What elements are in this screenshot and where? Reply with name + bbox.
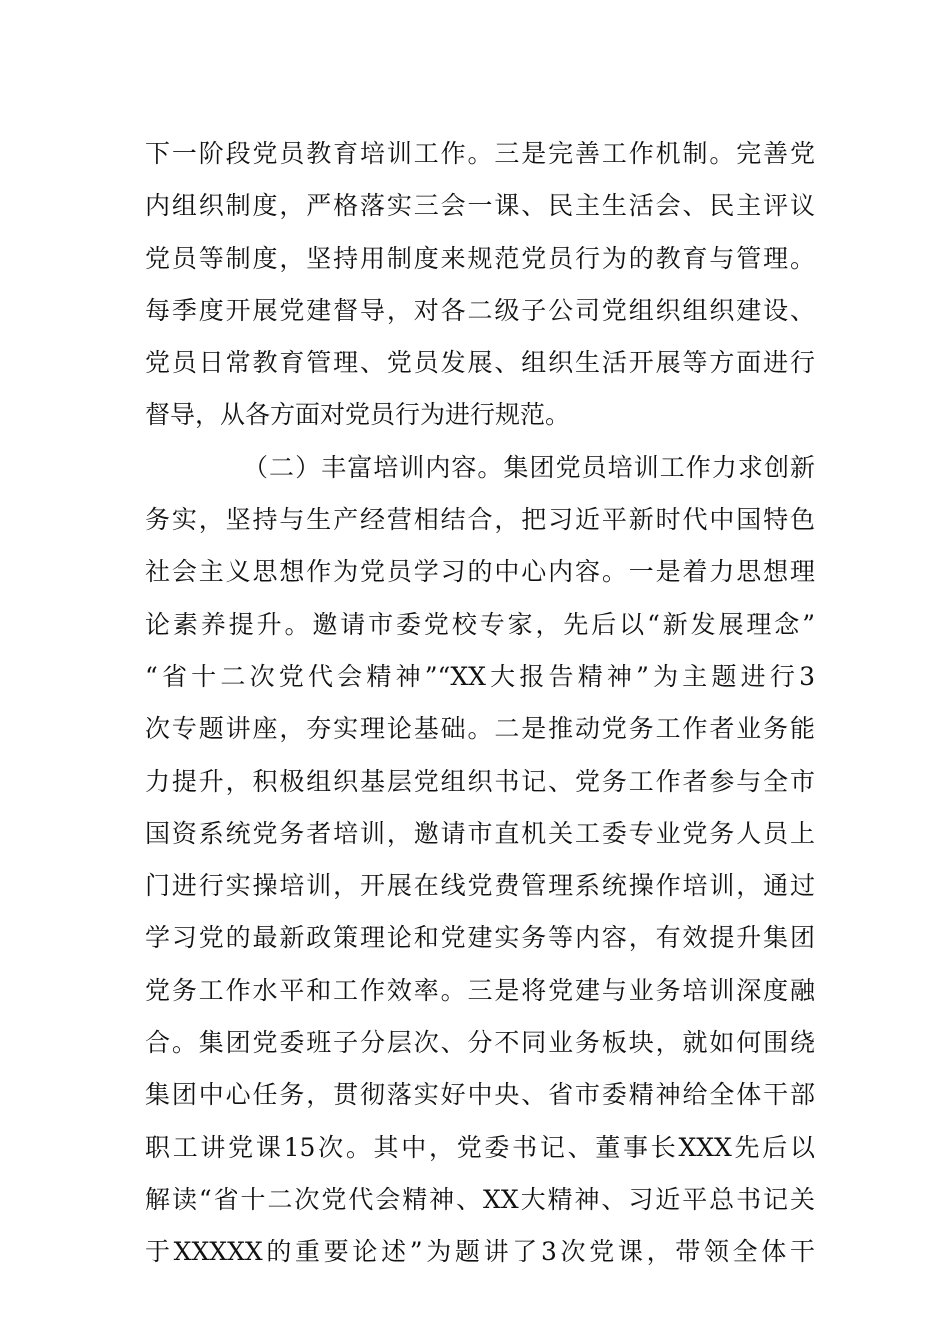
text-line: 论素养提升。邀请市委党校专家，先后以“新发展理念” [145,609,815,639]
text-line: 集团中心任务，贯彻落实好中央、省市委精神给全体干部 [145,1080,815,1110]
text-line: 党员日常教育管理、党员发展、组织生活开展等方面进行 [145,348,815,378]
text-line: 职工讲党课15次。其中，党委书记、董事长XXX先后以 [145,1132,815,1162]
text-line: 社会主义思想作为党员学习的中心内容。一是着力思想理 [145,557,815,587]
text-line: 解读“省十二次党代会精神、XX大精神、习近平总书记关 [145,1184,815,1214]
text-line: 国资系统党务者培训，邀请市直机关工委专业党务人员上 [145,818,815,848]
text-line: “省十二次党代会精神”“XX大报告精神”为主题进行3 [145,661,815,691]
text-line: 务实，坚持与生产经营相结合，把习近平新时代中国特色 [145,505,815,535]
text-line: 于XXXXX的重要论述”为题讲了3次党课，带领全体干 [145,1237,815,1267]
text-line: 合。集团党委班子分层次、分不同业务板块，就如何围绕 [145,1028,815,1058]
text-line: 督导，从各方面对党员行为进行规范。 [145,400,571,430]
text-line: 力提升，积极组织基层党组织书记、党务工作者参与全市 [145,766,815,796]
text-line: 学习党的最新政策理论和党建实务等内容，有效提升集团 [145,923,815,953]
text-line: 党员等制度，坚持用制度来规范党员行为的教育与管理。 [145,243,815,273]
document-body [145,128,815,1279]
text-line: 内组织制度，严格落实三会一课、民主生活会、民主评议 [145,191,815,221]
text-line: 每季度开展党建督导，对各二级子公司党组织组织建设、 [145,295,815,325]
text-line: 下一阶段党员教育培训工作。三是完善工作机制。完善党 [145,139,815,168]
text-line: 党务工作水平和工作效率。三是将党建与业务培训深度融 [145,975,815,1005]
section-heading-line: （二）丰富培训内容。集团党员培训工作力求创新 [243,452,815,482]
text-line: 门进行实操培训，开展在线党费管理系统操作培训，通过 [145,871,815,901]
text-line: 次专题讲座，夯实理论基础。二是推动党务工作者业务能 [145,714,815,744]
